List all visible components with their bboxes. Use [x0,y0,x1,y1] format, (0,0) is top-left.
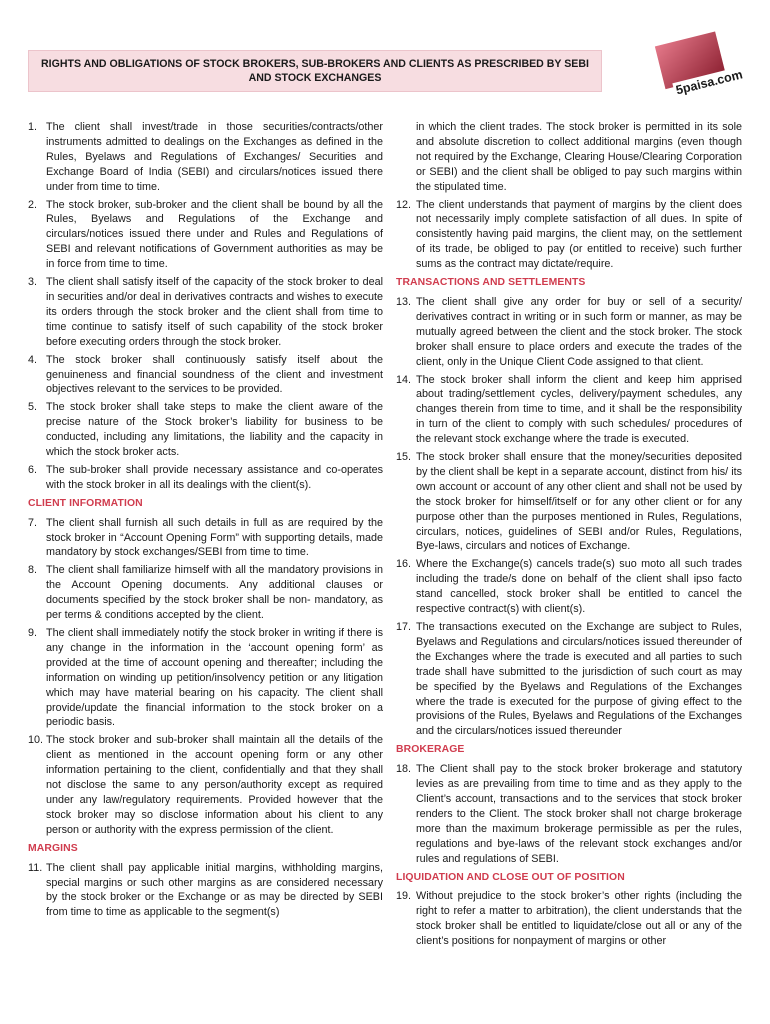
left-column [28,120,383,923]
clause-16: 16. Where the Exchange(s) cancels trade(s) suo moto all such trades including the trade/s done on behalf of the client shall ipso facto stand cancelled, stock broker shall be entitled to cancel the respective contract(s) with client(s). [396,558,742,616]
5paisa-logo [650,22,750,102]
clause-11: 11. The client shall pay applicable initial margins, withholding margins, special margins or such other margins as are considered necessary by the stock broker or the Exchange or as may be directed by SEBI from time to time as applicable to the segment(s) [28,861,383,919]
clause-2: 2. The stock broker, sub-broker and the client shall be bound by all the Rules, Byelaws and Regulations of the Exchange and circulars/notices issued there under and Rules and Regulations of SEBI and relevant notifications of Government authorities as may be in force from time to time. [28,198,383,271]
clause-6: 6. The sub-broker shall provide necessary assistance and co-operates with the stock broker in all its dealings with the client(s). [28,463,383,491]
section-heading-margins: MARGINS [28,842,78,854]
clause-13: 13. The client shall give any order for buy or sell of a security/ derivatives contract in writing or in such form or manner, as may be mutually agreed between the client and the stock broker. The stock broker shall ensure to place orders and execute the trades of the client, only in the Unique Client Code assigned to that client. [396,295,742,368]
document-title: RIGHTS AND OBLIGATIONS OF STOCK BROKERS, SUB-BROKERS AND CLIENTS AS PRESCRIBED BY SEBI AND STOCK EXCHANGES [41,58,589,84]
clause-19: 19. Without prejudice to the stock broker’s other rights (including the right to refer a matter to arbitration), the client understands that the stock broker shall be entitled to liquidate/close out all or any of the client’s positions for nonpayment of margins or other [396,890,742,948]
section-heading-liquidation: LIQUIDATION AND CLOSE OUT OF POSITION [396,871,625,883]
clause-9: 9. The client shall immediately notify the stock broker in writing if there is any change in the information in the ‘account opening form’ as provided at the time of account opening and thereafter; including the information on winding up petition/insolvency petition or any litigation which may have material bearing on his capacity. The client shall provide/update the financial information to the stock broker on a periodic basis. [28,627,383,729]
right-column [396,120,742,952]
clause-18: 18. The Client shall pay to the stock broker brokerage and statutory levies as are prevailing from time to time and as they apply to the Client’s account, transactions and to the services that stock broker renders to the Client. The stock broker shall not charge brokerage more than the maximum brokerage permissible as per the rules, regulations and bye-laws of the relevant stock exchanges and/or rules and regulations of SEBI. [396,763,742,865]
document-title-banner [28,50,602,92]
clause-1: 1. The client shall invest/trade in those securities/contracts/other instruments admitted to dealings on the Exchanges as defined in the Rules, Byelaws and Regulations of Exchanges/ Securities and Exchange Board of India (SEBI) and circulars/notices issued there under from time to time. [28,121,383,193]
section-heading-transactions-settlements: TRANSACTIONS AND SETTLEMENTS [396,277,586,289]
clause-4: 4. The stock broker shall continuously satisfy itself about the genuineness and financial soundness of the client and investment objectives relevant to the services to be provided. [28,353,383,396]
clause-7: 7. The client shall furnish all such details in full as are required by the stock broker in “Account Opening Form” with supporting details, made mandatory by stock exchanges/SEBI from time to time. [28,516,383,559]
section-heading-brokerage: BROKERAGE [396,744,465,756]
clause-3: 3. The client shall satisfy itself of the capacity of the stock broker to deal in securities and/or deal in derivatives contracts and wishes to execute its orders through the stock broker and the client shall from time to time continue to satisfy itself of such capability of the stock broker before executing orders through the stock broker. [28,276,383,348]
clause-8: 8. The client shall familiarize himself with all the mandatory provisions in the Account Opening documents. Any additional clauses or documents specified by the stock broker shall be non- mandatory, as per terms & conditions accepted by the client. [28,564,383,622]
section-heading-client-information: CLIENT INFORMATION [28,497,143,509]
clause-10: 10. The stock broker and sub-broker shall maintain all the details of the client as mentioned in the account opening form or any other information pertaining to the client, confidentially and that they shall not disclose the same to any person/authority except as required under any law/regulatory requirements. Provided however that the stock broker may so disclose information about his client to any person or authority with the express permission of the client. [28,734,383,836]
clause-11-continuation: in which the client trades. The stock broker is permitted in its sole and absolute discretion to collect additional margins (even though not required by the Exchange, Clearing House/Clearing Corporation or SEBI) and the client shall be obliged to pay such margins within the stipulated time. [416,121,742,193]
clause-5: 5. The stock broker shall take steps to make the client aware of the precise nature of the Stock broker’s liability for business to be conducted, including any limitations, the liability and the capacity in which the stock broker acts. [28,401,383,459]
clause-15: 15. The stock broker shall ensure that the money/securities deposited by the client shall be kept in a separate account, distinct from his/ its own account or account of any other client and shall not be used by the stock broker for himself/itself or for any other client or for any purpose other than the purposes mentioned in Rules, Regulations, circulars, notices, guidelines of SEBI and/or Rules, Regulations, Bye-laws, circulars and notices of Exchange. [396,451,742,553]
clause-14: 14. The stock broker shall inform the client and keep him apprised about trading/settlement cycles, delivery/payment schedules, any changes therein from time to time, and it shall be the responsibility in turn of the client to comply with such schedules/ procedures of the relevant stock exchange where the trade is executed. [396,373,742,446]
logo-text: 5paisa.com [674,67,744,98]
clause-17: 17. The transactions executed on the Exchange are subject to Rules, Byelaws and Regulations and circulars/notices issued thereunder of the Exchanges where the trade is executed and all parties to such trade shall have submitted to the jurisdiction of such court as may be specified by the Byelaws and Regulations of the Exchanges where the trade is executed for the purpose of giving effect to the provisions of the Rules, Byelaws and Regulations of the Exchanges and the circulars/notices issued thereunder [396,621,742,738]
clause-12: 12. The client understands that payment of margins by the client does not necessarily imply complete satisfaction of all dues. In spite of consistently having paid margins, the client may, on the settlement of its trade, be obliged to pay (or entitled to receive) such further sums as the contract may dictate/require. [396,198,742,271]
